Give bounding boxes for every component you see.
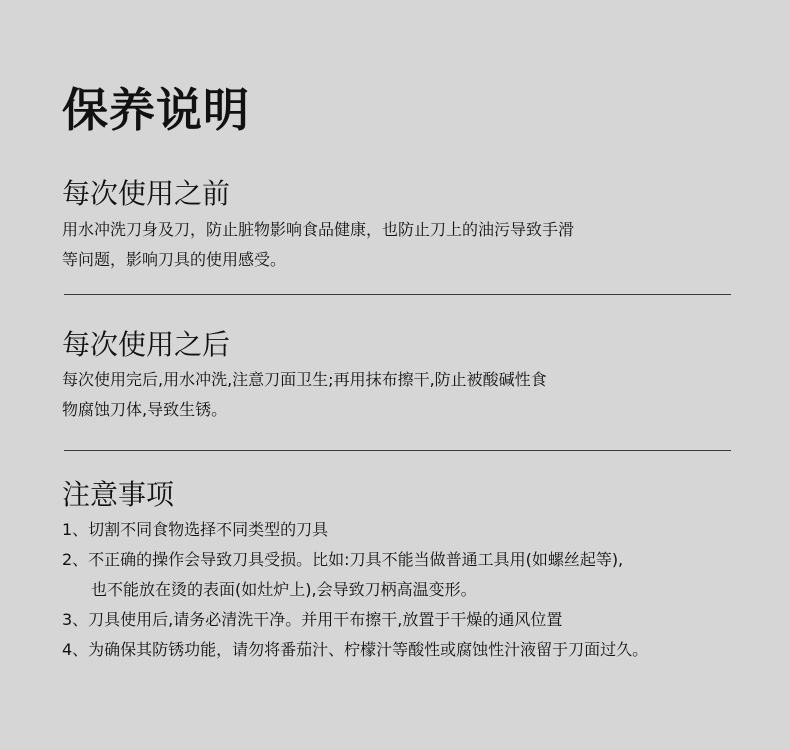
section-body-line: 等问题，影响刀具的使用感受。 bbox=[62, 250, 287, 269]
section-heading-notes: 注意事项 bbox=[62, 478, 175, 511]
notes-list-item-continuation: 也不能放在烫的表面(如灶炉上),会导致刀柄高温变形。 bbox=[91, 580, 477, 599]
section-heading-after-use: 每次使用之后 bbox=[62, 328, 231, 361]
section-divider bbox=[64, 294, 731, 295]
notes-list-item: 2、不正确的操作会导致刀具受损。比如:刀具不能当做普通工具用(如螺丝起等), bbox=[62, 550, 624, 569]
page-title: 保养说明 bbox=[62, 83, 250, 137]
section-body-line: 用水冲洗刀身及刀，防止脏物影响食品健康，也防止刀上的油污导致手滑 bbox=[62, 220, 575, 239]
notes-list-item: 3、刀具使用后,请务必清洗干净。并用干布擦干,放置于干燥的通风位置 bbox=[62, 610, 563, 629]
section-divider bbox=[64, 450, 731, 451]
notes-list-item: 4、为确保其防锈功能，请勿将番茄汁、柠檬汁等酸性或腐蚀性汁液留于刀面过久。 bbox=[62, 640, 649, 659]
notes-list-item: 1、切割不同食物选择不同类型的刀具 bbox=[62, 520, 329, 539]
section-body-line: 物腐蚀刀体,导致生锈。 bbox=[62, 400, 228, 419]
section-body-line: 每次使用完后,用水冲洗,注意刀面卫生;再用抹布擦干,防止被酸碱性食 bbox=[62, 370, 547, 389]
section-heading-before-use: 每次使用之前 bbox=[62, 177, 231, 210]
